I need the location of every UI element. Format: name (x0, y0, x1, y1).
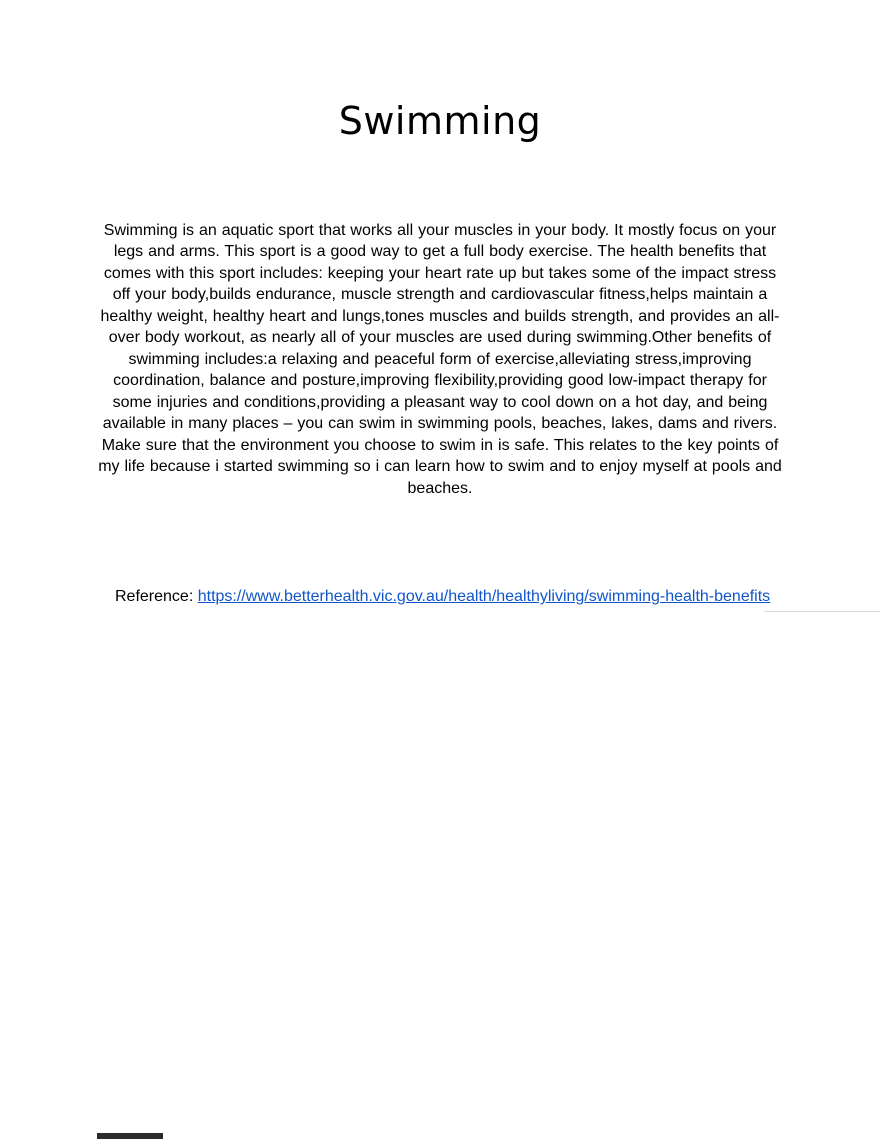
reference-line (0, 586, 880, 608)
reference-link[interactable]: https://www.betterhealth.vic.gov.au/health/healthyliving/swimming-health-benefits (197, 588, 771, 606)
document-title: Swimming (338, 99, 542, 143)
bottom-edge-artifact (97, 1133, 163, 1139)
body-paragraph: Swimming is an aquatic sport that works all your muscles in your body. It mostly focus on your legs and arms. This sport is a good way to get a full body exercise. The health benefits that comes with this sport includes: keeping your heart rate up but takes some of the impact stress off your body,builds endurance, muscle strength and cardiovascular fitness,helps maintain a healthy weight, healthy heart and lungs,tones muscles and builds strength, and provides an all-over body workout, as nearly all of your muscles are used during swimming.Other benefits of swimming includes:a relaxing and peaceful form of exercise,alleviating stress,improving coordination, balance and posture,improving flexibility,providing good low-impact therapy for some injuries and conditions,providing a pleasant way to cool down on a hot day, and being available in many places – you can swim in swimming pools, beaches, lakes, dams and rivers. Make sure that the environment you choose to swim in is safe. This relates to the key points of my life because i started swimming so i can learn how to swim and to enjoy myself at pools and beaches. (98, 221, 782, 497)
reference-label: Reference: (115, 588, 198, 606)
trailing-underline (764, 611, 880, 612)
